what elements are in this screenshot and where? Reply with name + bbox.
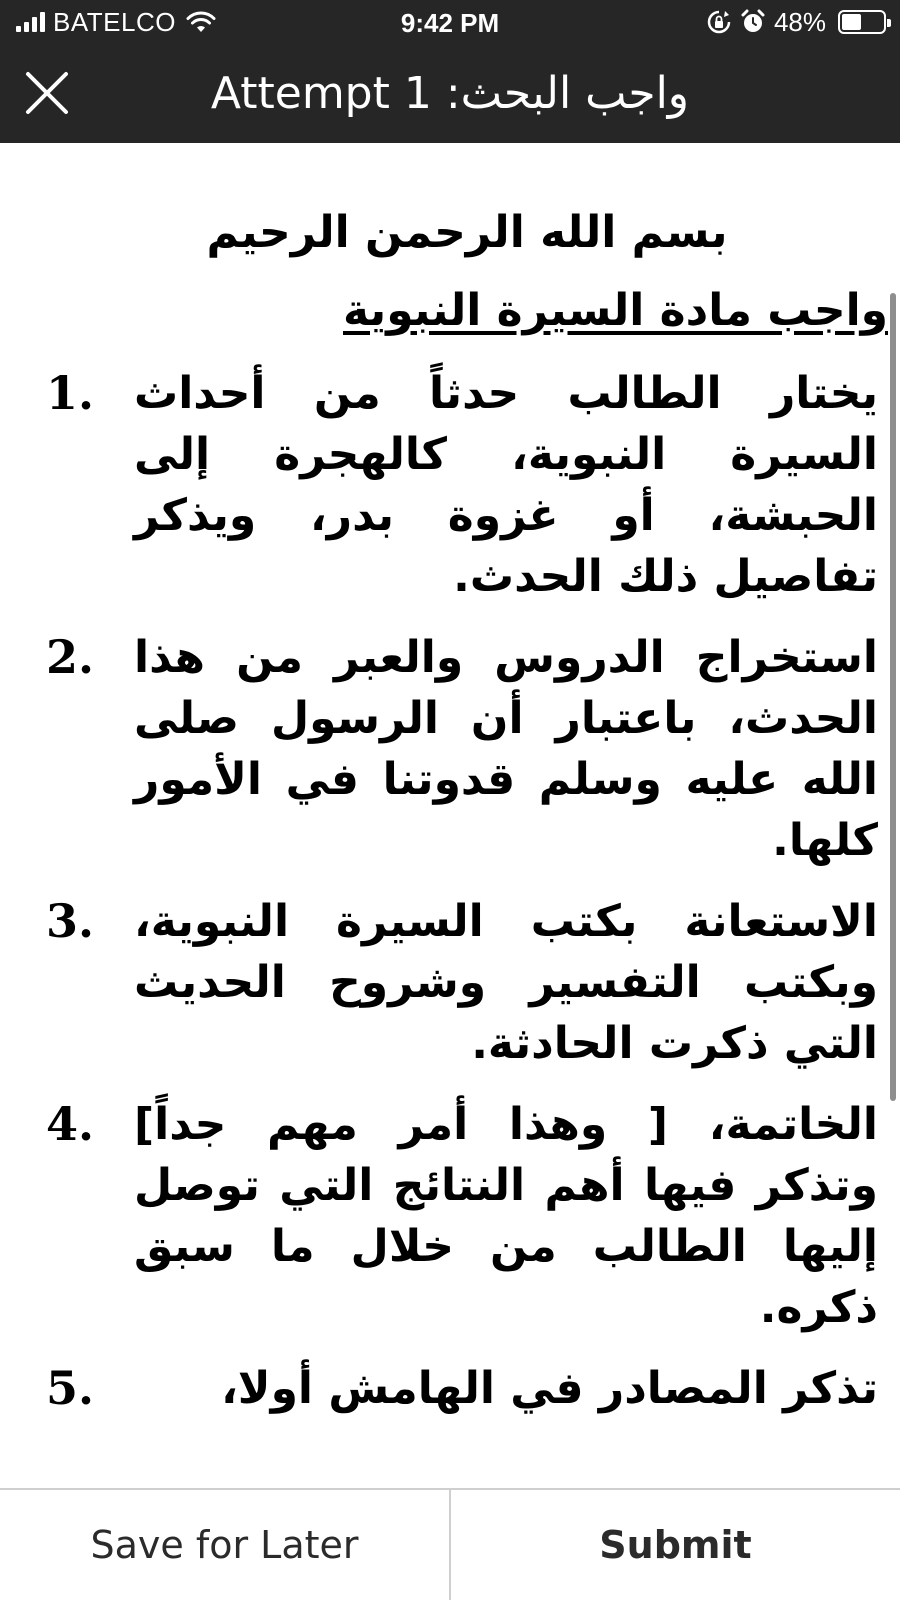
scrollbar[interactable] — [890, 293, 896, 1101]
battery-icon — [838, 10, 886, 34]
page-title: واجب البحث: Attempt 1 — [210, 68, 690, 119]
assignment-content[interactable] — [0, 143, 900, 1488]
alarm-icon — [740, 9, 766, 35]
status-time: 9:42 PM — [400, 8, 500, 38]
assignment-document — [0, 143, 900, 1419]
carrier-name: BATELCO — [53, 6, 176, 37]
item-text: الخاتمة، [ وهذا أمر مهم جداً] وتذكر فيها أهم النتائج التي توصل إليها الطالب من خلال ما سبق ذكره. — [134, 1099, 878, 1333]
battery-percent: 48% — [773, 6, 826, 37]
item-number: 4. — [46, 1097, 95, 1151]
item-number: 5. — [46, 1361, 95, 1415]
list-item — [16, 1094, 878, 1338]
close-button[interactable] — [22, 68, 72, 118]
basmala-heading: بسم الله الرحمن الرحيم — [206, 207, 728, 258]
assignment-subtitle: واجب مادة السيرة النبوية — [343, 285, 888, 336]
item-text: تذكر المصادر في الهامش أولا، — [221, 1363, 878, 1414]
close-icon — [22, 68, 72, 118]
status-right — [706, 8, 886, 36]
item-text: استخراج الدروس والعبر من هذا الحدث، باعتبار أن الرسول صلى الله عليه وسلم قدوتنا في الأمور كلها. — [134, 632, 878, 866]
list-item — [16, 627, 878, 871]
save-for-later-button[interactable]: Save for Later — [0, 1490, 451, 1600]
item-number: 2. — [46, 630, 95, 684]
bottom-action-bar — [0, 1488, 900, 1600]
battery-tip — [887, 19, 891, 27]
submit-button[interactable]: Submit — [599, 1523, 752, 1567]
list-item — [16, 1358, 878, 1419]
status-bar — [0, 0, 900, 44]
list-item — [16, 363, 878, 607]
battery-level — [842, 14, 861, 30]
item-text: الاستعانة بكتب السيرة النبوية، وبكتب التفسير وشروح الحديث التي ذكرت الحادثة. — [134, 896, 878, 1069]
item-text: يختار الطالب حدثاً من أحداث السيرة النبوية، كالهجرة إلى الحبشة، أو غزوة بدر، ويذكر تفاصيل ذلك الحدث. — [134, 368, 878, 602]
instruction-list — [16, 363, 878, 1419]
rotation-lock-icon — [706, 9, 732, 35]
item-number: 3. — [46, 894, 95, 948]
list-item — [16, 891, 878, 1074]
nav-bar — [0, 44, 900, 143]
item-number: 1. — [46, 366, 95, 420]
